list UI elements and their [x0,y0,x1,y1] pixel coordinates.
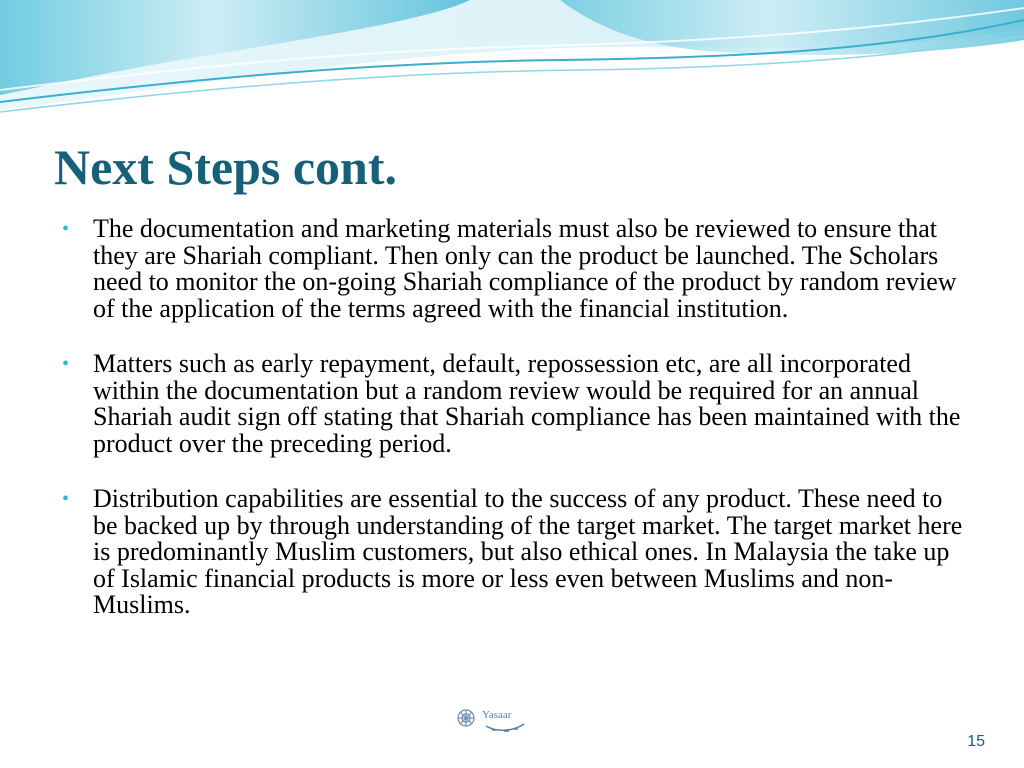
bullet-text: Matters such as early repayment, default, repossession etc, are all incorporated within the documentation but a random review would be required for an annual Shariah audit sign off stating that Shariah compliance has been maintained with the product over the preceding period. [93,349,961,458]
page-number: 15 [967,733,985,750]
bullet-icon: • [62,353,70,375]
bullet-text: Distribution capabilities are essential to the success of any product. These need to be backed up by through understanding of the target market. The target market here is predominantly Muslim customers, but also ethical ones. In Malaysia the take up of Islamic financial products is more or less even between Muslims and non- Muslims. [93,484,963,619]
header-wave-decoration [0,0,1024,130]
bullet-item [62,216,972,322]
bullet-list [62,216,972,619]
slide-title: Next Steps cont. [54,139,398,195]
bullet-text: The documentation and marketing materials must also be reviewed to ensure that they are Shariah compliant. Then only can the product be launched. The Scholars need to monitor the on-going Shariah compliance of the product by random review of the application of the terms agreed with the financial institution. [93,214,957,323]
bullet-icon: • [62,218,70,240]
bullet-item [62,351,972,457]
bullet-item [62,486,972,619]
logo-text: Yasaar [482,709,512,721]
logo [416,696,608,768]
yasaar-logo-icon [452,704,572,744]
bullet-icon: • [62,488,70,510]
